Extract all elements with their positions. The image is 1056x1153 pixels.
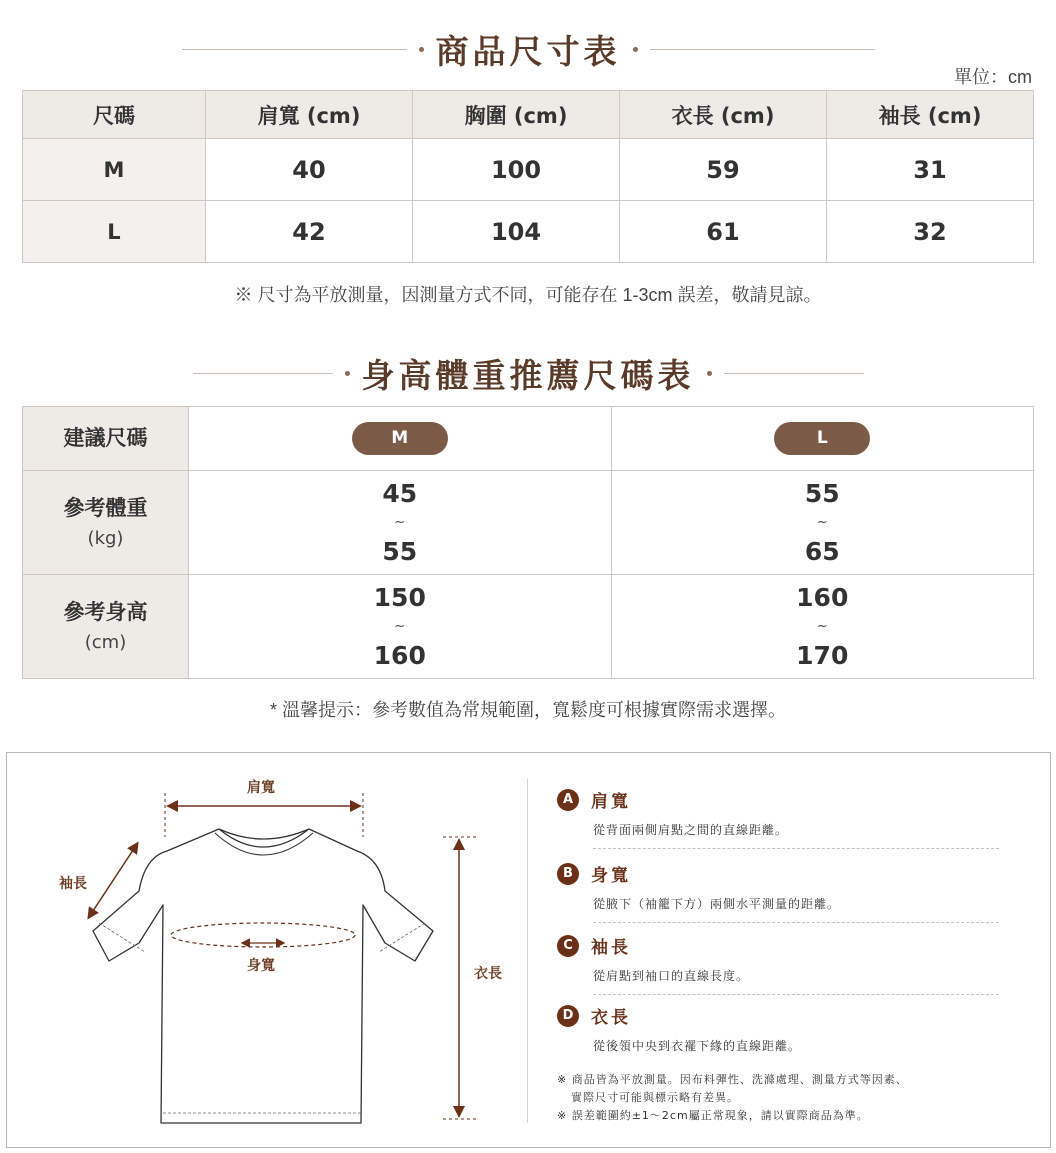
column-header: 尺碼 — [23, 91, 206, 139]
table-row — [23, 407, 1034, 471]
footnote: ※ 誤差範圍約±1～2cm屬正常現象，請以實際商品為準。 — [557, 1109, 869, 1122]
measure-desc: 從肩點到袖口的直線長度。 — [593, 969, 750, 983]
height-label: 參考身高 — [63, 600, 148, 625]
divider — [527, 779, 528, 1123]
badge-a: A — [557, 789, 579, 811]
table-cell: 42 — [206, 201, 413, 263]
size-cell: L — [23, 201, 206, 263]
measure-item-head — [557, 1003, 1023, 1028]
range-cell — [189, 575, 612, 679]
range-cell — [611, 575, 1034, 679]
measure-name: 衣長 — [591, 1008, 631, 1028]
measure-guide-panel — [6, 752, 1051, 1148]
length-label: 衣長 — [474, 966, 502, 982]
measure-item — [557, 861, 1023, 923]
guide-footnotes — [557, 1071, 908, 1125]
column-header: 袖長 (cm) — [827, 91, 1034, 139]
size-table — [22, 90, 1034, 263]
size-pill: L — [774, 422, 870, 455]
weight-range — [189, 479, 611, 567]
divider — [724, 373, 864, 374]
measure-desc: 從後領中央到衣襬下緣的直線距離。 — [593, 1039, 802, 1053]
table-cell: 32 — [827, 201, 1034, 263]
tshirt-diagram — [7, 753, 527, 1147]
table-cell: 40 — [206, 139, 413, 201]
chest-label: 身寬 — [247, 958, 275, 974]
table-cell: 104 — [413, 201, 620, 263]
measure-name: 肩寬 — [591, 792, 631, 812]
measure-desc: 從腋下（袖籠下方）兩側水平測量的距離。 — [593, 897, 841, 911]
recommend-table — [22, 406, 1034, 679]
size-note: ※ 尺寸為平放測量，因測量方式不同，可能存在 1-3cm 誤差，敬請見諒。 — [234, 285, 822, 305]
size-cell — [189, 407, 612, 471]
divider — [593, 922, 999, 923]
range-cell — [611, 471, 1034, 575]
table-row — [23, 139, 1034, 201]
measure-item-head — [557, 861, 1023, 886]
range-cell — [189, 471, 612, 575]
dot-ornament — [633, 47, 638, 52]
range-sep: ~ — [816, 618, 828, 634]
range-sep: ~ — [394, 514, 406, 530]
measure-name: 身寬 — [591, 866, 631, 886]
divider — [593, 994, 999, 995]
measure-item-head — [557, 933, 1023, 958]
range-min: 160 — [796, 582, 849, 612]
footnote: ※ 商品皆為平放測量。因布料彈性、洗滌處理、測量方式等因素、 — [557, 1073, 908, 1086]
footnote: 實際尺寸可能與標示略有差異。 — [571, 1091, 739, 1104]
table-row — [23, 471, 1034, 575]
badge-d: D — [557, 1005, 579, 1027]
column-header: 肩寬 (cm) — [206, 91, 413, 139]
range-min: 45 — [382, 478, 418, 508]
table-header-row — [23, 91, 1034, 139]
recommend-note: * 溫馨提示：參考數值為常規範圍，寬鬆度可根據實際需求選擇。 — [269, 700, 786, 720]
size-pill: M — [352, 422, 448, 455]
range-max: 65 — [804, 536, 840, 566]
recommend-chart-heading — [0, 350, 1056, 397]
row-label — [23, 575, 189, 679]
range-min: 150 — [373, 582, 426, 612]
column-header: 衣長 (cm) — [620, 91, 827, 139]
size-chart-heading — [0, 26, 1056, 73]
table-row — [23, 201, 1034, 263]
measure-item-head — [557, 787, 1023, 812]
height-unit: (cm) — [84, 631, 127, 653]
size-chart-title: 商品尺寸表 — [435, 32, 621, 71]
range-sep: ~ — [394, 618, 406, 634]
range-max: 160 — [373, 640, 426, 670]
weight-unit: (kg) — [87, 527, 124, 549]
measure-item — [557, 933, 1023, 995]
weight-range — [612, 479, 1034, 567]
measure-desc: 從背面兩側肩點之間的直線距離。 — [593, 823, 789, 837]
table-cell: 61 — [620, 201, 827, 263]
range-max: 55 — [382, 536, 418, 566]
range-sep: ~ — [816, 514, 828, 530]
measure-name: 袖長 — [591, 938, 631, 958]
row-label: 建議尺碼 — [23, 407, 189, 471]
recommend-chart-title: 身高體重推薦尺碼表 — [361, 356, 695, 395]
badge-c: C — [557, 935, 579, 957]
weight-label: 參考體重 — [63, 496, 148, 521]
range-max: 170 — [796, 640, 849, 670]
shoulder-label: 肩寬 — [247, 780, 275, 796]
table-cell: 31 — [827, 139, 1034, 201]
measure-item — [557, 1003, 1023, 1054]
row-label — [23, 471, 189, 575]
table-cell: 100 — [413, 139, 620, 201]
dot-ornament — [419, 47, 424, 52]
column-header: 胸圍 (cm) — [413, 91, 620, 139]
height-range — [612, 583, 1034, 671]
tshirt-outline — [93, 829, 433, 1123]
height-range — [189, 583, 611, 671]
measure-item — [557, 787, 1023, 849]
badge-b: B — [557, 863, 579, 885]
size-cell — [611, 407, 1034, 471]
table-row — [23, 575, 1034, 679]
dot-ornament — [707, 371, 712, 376]
table-cell: 59 — [620, 139, 827, 201]
dot-ornament — [345, 371, 350, 376]
divider — [193, 373, 333, 374]
divider — [650, 49, 875, 50]
range-min: 55 — [804, 478, 840, 508]
divider — [593, 848, 999, 849]
sleeve-label: 袖長 — [59, 876, 87, 892]
size-cell: M — [23, 139, 206, 201]
divider — [182, 49, 407, 50]
unit-label: 單位：cm — [954, 67, 1032, 87]
